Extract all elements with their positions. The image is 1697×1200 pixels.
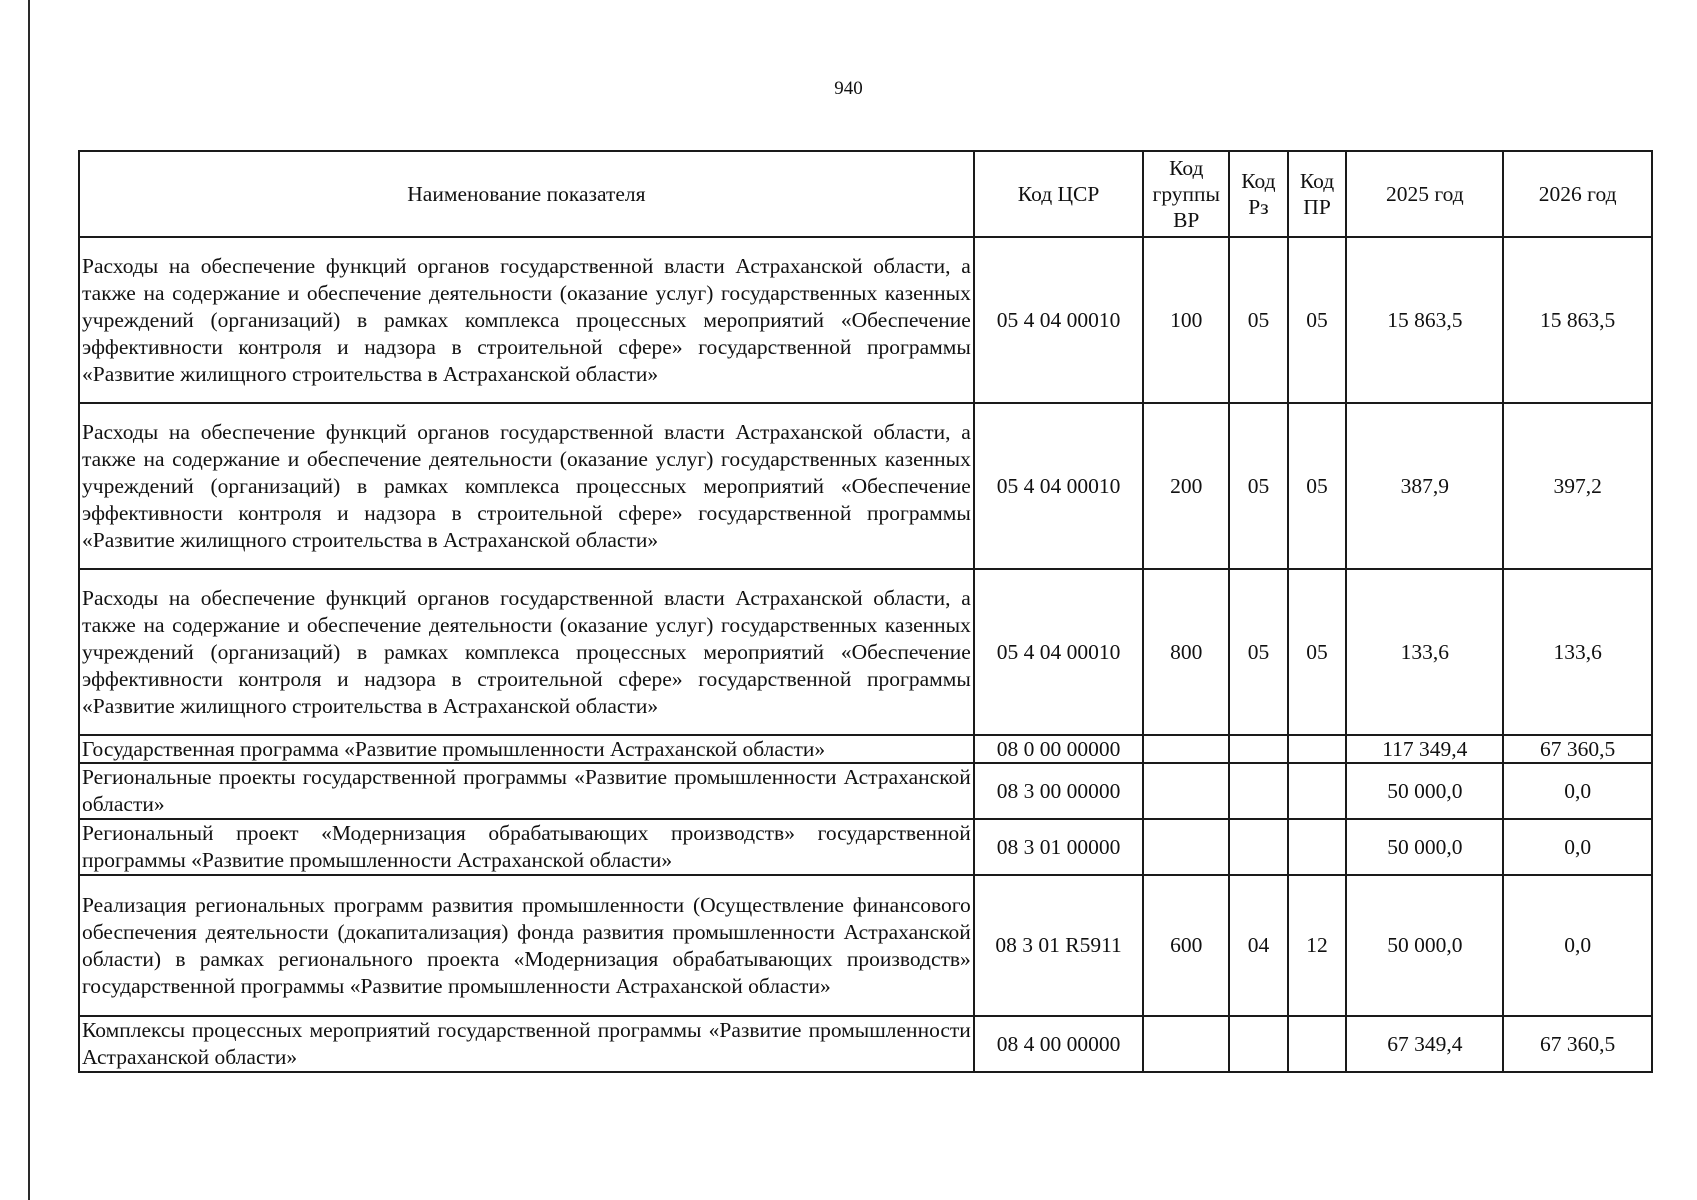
row-rz: 05 (1229, 237, 1288, 403)
row-2025: 50 000,0 (1346, 763, 1503, 819)
row-csr: 08 3 01 R5911 (974, 875, 1144, 1016)
row-vr: 100 (1143, 237, 1229, 403)
header-rz: Код Рз (1229, 151, 1288, 237)
row-pr: 05 (1288, 569, 1347, 735)
budget-table (78, 150, 1653, 1073)
row-2026: 0,0 (1503, 875, 1652, 1016)
row-2026: 133,6 (1503, 569, 1652, 735)
table-row (79, 403, 1652, 569)
row-csr: 08 4 00 00000 (974, 1016, 1144, 1072)
row-pr: 05 (1288, 237, 1347, 403)
row-name: Расходы на обеспечение функций органов государственной власти Астраханской области, а также на содержание и обеспечение деятельности (оказание услуг) государственных казенных учреждений (организаций) в рамках комплекса процессных мероприятий «Обеспечение эффективности контроля и надзора в строительной сфере» государственной программы «Развитие жилищного строительства в Астраханской области» (79, 403, 974, 569)
row-2026: 397,2 (1503, 403, 1652, 569)
row-name: Реализация региональных программ развития промышленности (Осуществление финансового обеспечения деятельности (докапитализация) фонда развития промышленности Астраханской области) в рамках регионального проекта «Модернизация обрабатывающих производств» государственной программы «Развитие промышленности Астраханской области» (79, 875, 974, 1016)
row-csr: 08 0 00 00000 (974, 735, 1144, 763)
row-vr (1143, 819, 1229, 875)
row-2026: 67 360,5 (1503, 1016, 1652, 1072)
row-pr (1288, 1016, 1347, 1072)
row-name: Региональный проект «Модернизация обрабатывающих производств» государственной программы «Развитие промышленности Астраханской области» (79, 819, 974, 875)
row-vr: 600 (1143, 875, 1229, 1016)
row-rz: 05 (1229, 569, 1288, 735)
row-name: Комплексы процессных мероприятий государственной программы «Развитие промышленности Астраханской области» (79, 1016, 974, 1072)
row-2026: 67 360,5 (1503, 735, 1652, 763)
row-csr: 05 4 04 00010 (974, 237, 1144, 403)
row-2026: 15 863,5 (1503, 237, 1652, 403)
row-vr (1143, 735, 1229, 763)
row-vr (1143, 1016, 1229, 1072)
row-pr (1288, 819, 1347, 875)
row-2025: 15 863,5 (1346, 237, 1503, 403)
header-name: Наименование показателя (79, 151, 974, 237)
row-name: Региональные проекты государственной программы «Развитие промышленности Астраханской области» (79, 763, 974, 819)
row-rz: 04 (1229, 875, 1288, 1016)
table-row (79, 735, 1652, 763)
table-row (79, 763, 1652, 819)
row-pr: 12 (1288, 875, 1347, 1016)
table-header-row (79, 151, 1652, 237)
row-csr: 05 4 04 00010 (974, 569, 1144, 735)
scan-edge-line (28, 0, 30, 1200)
header-2025: 2025 год (1346, 151, 1503, 237)
row-csr: 08 3 00 00000 (974, 763, 1144, 819)
row-2025: 387,9 (1346, 403, 1503, 569)
row-rz (1229, 735, 1288, 763)
table-row (79, 1016, 1652, 1072)
row-2025: 117 349,4 (1346, 735, 1503, 763)
row-2026: 0,0 (1503, 819, 1652, 875)
row-rz: 05 (1229, 403, 1288, 569)
row-2025: 50 000,0 (1346, 875, 1503, 1016)
row-pr (1288, 735, 1347, 763)
page-number: 940 (834, 78, 863, 99)
row-rz (1229, 763, 1288, 819)
row-name: Расходы на обеспечение функций органов государственной власти Астраханской области, а также на содержание и обеспечение деятельности (оказание услуг) государственных казенных учреждений (организаций) в рамках комплекса процессных мероприятий «Обеспечение эффективности контроля и надзора в строительной сфере» государственной программы «Развитие жилищного строительства в Астраханской области» (79, 237, 974, 403)
header-csr: Код ЦСР (974, 151, 1144, 237)
table-row (79, 237, 1652, 403)
row-2026: 0,0 (1503, 763, 1652, 819)
table-row (79, 875, 1652, 1016)
row-2025: 67 349,4 (1346, 1016, 1503, 1072)
header-2026: 2026 год (1503, 151, 1652, 237)
row-2025: 50 000,0 (1346, 819, 1503, 875)
table-row (79, 819, 1652, 875)
row-rz (1229, 819, 1288, 875)
row-pr (1288, 763, 1347, 819)
row-csr: 05 4 04 00010 (974, 403, 1144, 569)
row-pr: 05 (1288, 403, 1347, 569)
row-vr (1143, 763, 1229, 819)
header-pr: Код ПР (1288, 151, 1347, 237)
row-name: Государственная программа «Развитие промышленности Астраханской области» (79, 735, 974, 763)
row-csr: 08 3 01 00000 (974, 819, 1144, 875)
row-rz (1229, 1016, 1288, 1072)
header-vr: Код группы ВР (1143, 151, 1229, 237)
table-row (79, 569, 1652, 735)
row-2025: 133,6 (1346, 569, 1503, 735)
row-vr: 800 (1143, 569, 1229, 735)
row-vr: 200 (1143, 403, 1229, 569)
row-name: Расходы на обеспечение функций органов государственной власти Астраханской области, а также на содержание и обеспечение деятельности (оказание услуг) государственных казенных учреждений (организаций) в рамках комплекса процессных мероприятий «Обеспечение эффективности контроля и надзора в строительной сфере» государственной программы «Развитие жилищного строительства в Астраханской области» (79, 569, 974, 735)
